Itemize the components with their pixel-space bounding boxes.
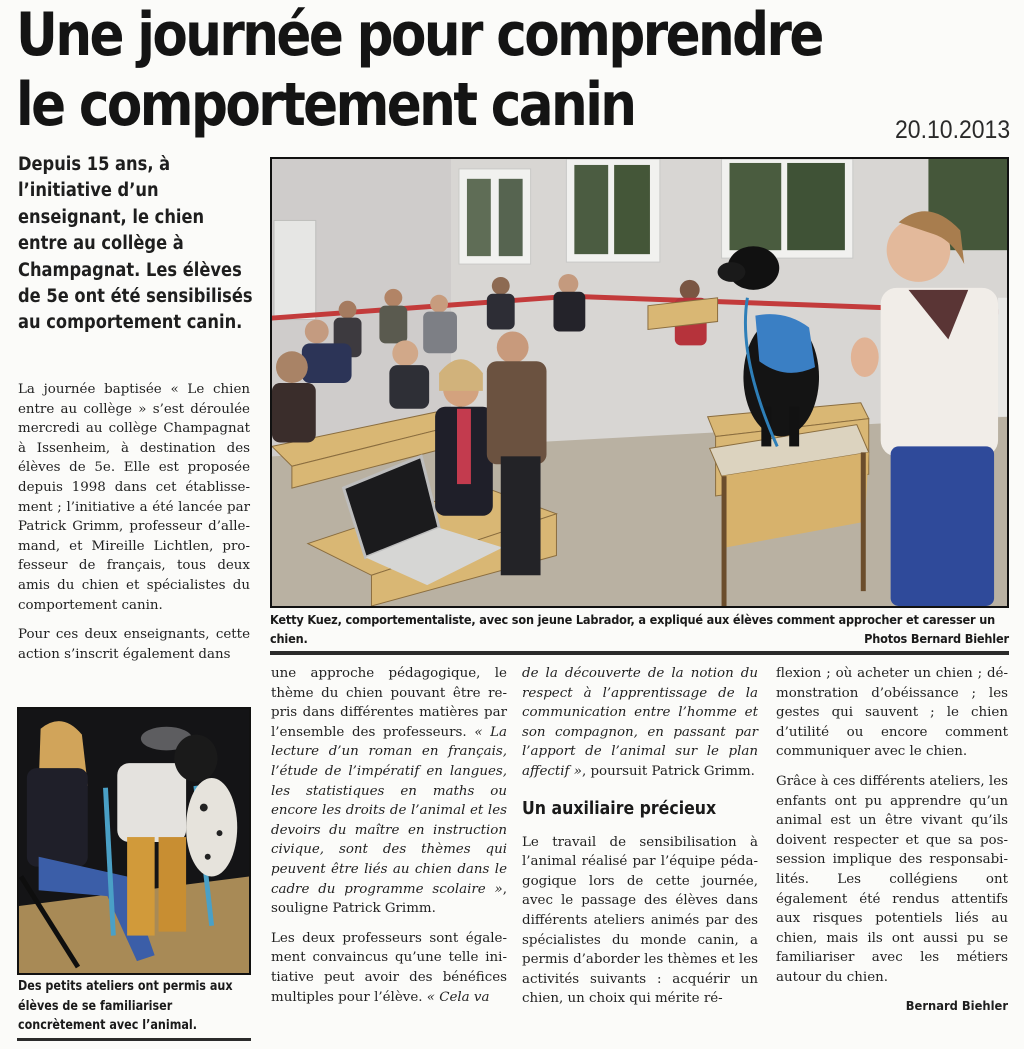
article-lead: Depuis 15 ans, à l’initiative d’un enseignant, le chien entre au collège à Champagnat. Les élèves de 5e ont été sensibilisés au comportement canin.	[18, 154, 253, 334]
headline-line-2: le comportement canin	[16, 70, 635, 140]
body-column-b	[522, 664, 758, 1009]
paragraph: flexion ; où acheter un chien ; démonstration d’obéissance ; les gestes qui sauvent ; le chien d’utilité ou encore comment communiquer avec le chien.	[776, 666, 1008, 760]
body-column-c	[776, 664, 1008, 1015]
paragraph	[271, 664, 507, 919]
text-run: une approche pédagogique, le thème du chien pouvant être repris dans différentes matières par l’ensemble des professeurs.	[271, 666, 507, 740]
paragraph: Le travail de sensibilisation à l’animal réalisé par l’équipe pédagogique lors de cette journée, avec le passage des élèves dans différents ateliers animés par des spécialistes du monde canin, a permis d’aborder les thèmes et les activités suivants : acquérir un chien, un choix qui mérite ré-	[522, 834, 758, 1007]
publication-date: 20.10.2013	[894, 116, 1010, 144]
classroom-photo-illustration	[272, 159, 1007, 606]
paragraph: Grâce à ces différents ateliers, les enfants ont pu apprendre qu’un animal est un être vivant qu’ils doivent respecter et que sa possession implique des responsabilités. Les collégiens ont également été rendus attentifs aux risques potentiels liés au chien, mais ils ont aussi pu se familiariser avec les métiers autour du chien.	[776, 773, 1008, 985]
author-signature: Bernard Biehler	[905, 997, 1008, 1013]
workshop-photo-illustration	[19, 709, 249, 973]
caption-divider	[17, 1038, 251, 1041]
quote: « Cela va	[426, 989, 490, 1005]
quote: de la découverte de la notion du respect à l’apprentissage de la communication entre l’homme et son compagnon, en passant par l’apport de l’animal sur le plan affectif »	[522, 666, 758, 779]
headline	[16, 0, 867, 140]
text-run: , souligne Patrick Grimm.	[271, 881, 507, 917]
paragraph	[271, 929, 507, 1007]
workshop-photo-caption: Des petits ateliers ont permis aux élèves de se familiariser concrètement avec l’animal.	[18, 979, 233, 1033]
paragraph	[522, 664, 758, 782]
paragraph: Pour ces deux enseignants, cette action s’inscrit également dans	[18, 627, 250, 662]
text-run: , poursuit Patrick Grimm.	[581, 763, 755, 779]
body-column-left	[18, 380, 250, 664]
main-photo-caption	[270, 610, 1009, 648]
photo-credit: Photos Bernard Biehler	[864, 631, 1009, 646]
caption-divider	[270, 651, 1009, 655]
subheading: Un auxiliaire précieux	[522, 798, 717, 819]
text-run: Les deux professeurs sont également convaincus qu’une telle initiative peut avoir des bénéfices multiples pour l’élève.	[271, 930, 507, 1005]
body-column-a	[271, 664, 507, 1007]
workshop-photo	[17, 707, 251, 975]
quote: « La lecture d’un roman en français, l’étude de l’impératif en langues, les statistiques en maths ou encore les droits de l’animal et les devoirs du maître en instruction civique, sont des thèmes qui peuvent être liés au chien dans le cadre du programme scolaire »	[271, 724, 508, 897]
main-photo	[270, 157, 1009, 608]
caption-text: Ketty Kuez, comportementaliste, avec son jeune Labrador, a expliqué aux élèves comment approcher et caresser un chien.	[270, 612, 996, 646]
paragraph: La journée baptisée « Le chien entre au collège » s’est déroulée mercredi au collège Champagnat à Issenheim, à destination des élèves de 5e. Elle est proposée depuis 1998 dans cet établissement ; l’initiative a été lancée par Patrick Grimm, professeur d’allemand, et Mireille Lichtlen, professeur de français, tous deux amis du chien et spécialistes du comportement canin.	[18, 382, 250, 613]
headline-line-1: Une journée pour comprendre	[16, 0, 822, 70]
